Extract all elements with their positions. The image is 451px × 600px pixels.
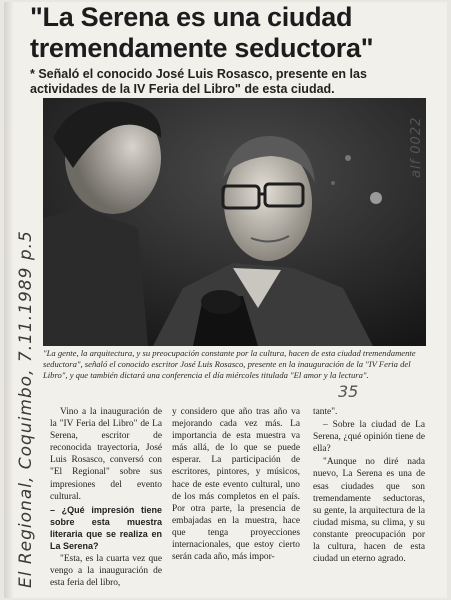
handwritten-source-note	[4, 210, 44, 590]
article-column-2	[172, 406, 300, 563]
subheadline: * Señaló el conocido José Luis Rosasco, presente en las actividades de la IV Feria del Libro" de esta ciudad.	[30, 67, 367, 96]
handwritten-code-note	[403, 78, 433, 188]
paragraph: "Esta, es la cuarta vez que vengo a la inauguración de esta feria del libro,	[50, 554, 162, 589]
article-column-1	[50, 406, 162, 589]
article-photo	[43, 98, 426, 346]
paragraph: "Aunque no diré nada nuevo, La Serena es una de esas ciudades que son tremendamente seductoras, su gente, la arquitectura de la ciudad misma, su clima, y su constante preocupación por la cultura, hacen de esta ciudad un eterno agrado.	[313, 457, 425, 565]
paragraph: Vino a la inauguración de la "IV Feria del Libro" de La Serena, escritor de reconocida trayectoria, José Luis Rosasco, conversó con "El Regional" sobre sus impresiones del evento cultural.	[50, 407, 162, 502]
paragraph: tante".	[313, 407, 338, 417]
interview-question: – Sobre la ciudad de La Serena, ¿qué opinión tiene de ella?	[313, 420, 425, 455]
paragraph: y considero que año tras año va mejorando cada vez más. La importancia de esta muestra va más allá, de lo que se puede esperar. La participación de escritores, pintores, y músicos, hace de este evento cultural, uno de los más completos en el país. Por otra parte, la presencia de embajadas en la muestra, hace que tenga proyecciones internacionales, que estoy cierto serán cada año, más impor-	[172, 407, 300, 563]
handwritten-source-text: El Regional, Coquimbo, 7.11.1989 p.5	[16, 230, 36, 588]
handwritten-page-mark: 35	[338, 382, 359, 401]
handwritten-code-text: alf 0022	[409, 116, 424, 178]
headline: "La Serena es una ciudad tremendamente seductora"	[30, 2, 374, 63]
interview-question: – ¿Qué impresión tiene sobre esta muestra literaria que se realiza en La Serena?	[50, 504, 162, 552]
photo-caption: "La gente, la arquitectura, y su preocupación constante por la cultura, hacen de esta ciudad tremendamente seductora", señaló el conocido escritor José Luis Rosasco, presente en la inauguración de la "IV Feria del Libro", y que también dictará una conferencia el día miércoles titulada "El amor y la lectura".	[43, 348, 416, 380]
article-column-3	[313, 406, 425, 565]
